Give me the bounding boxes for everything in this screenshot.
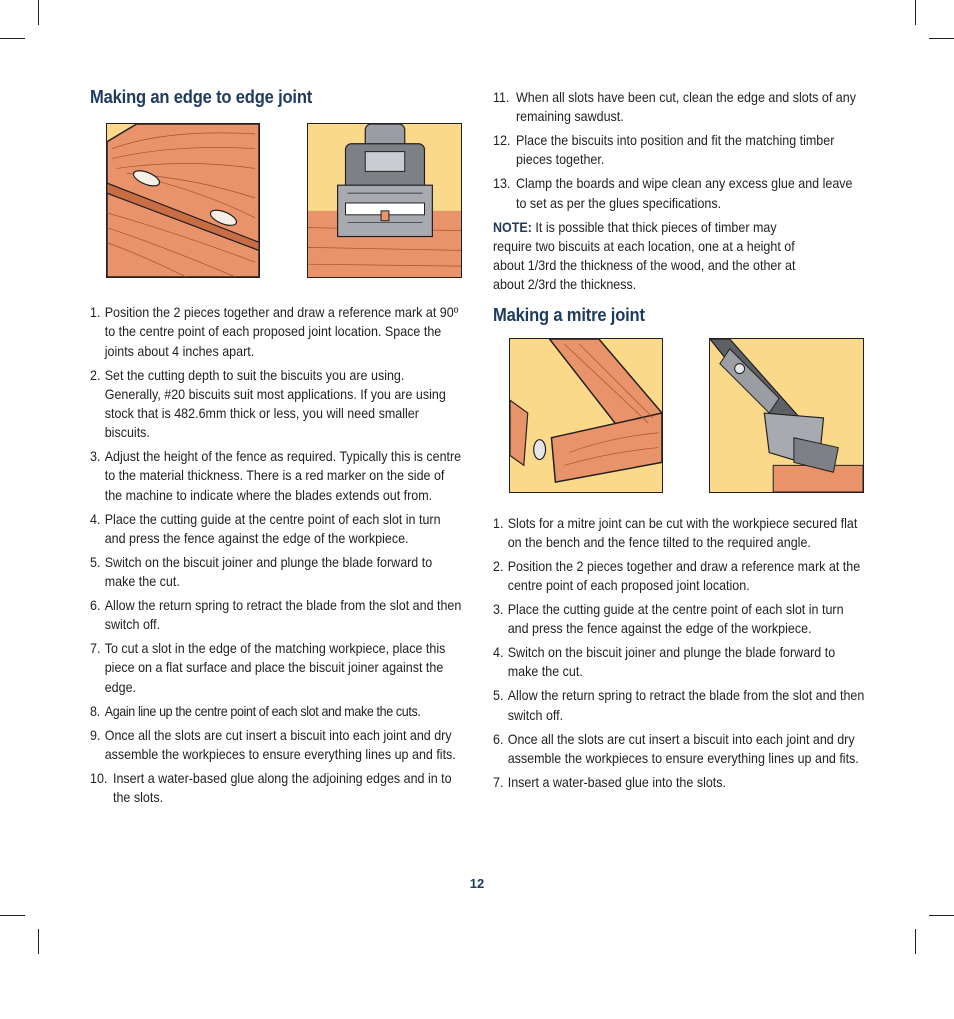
edge-joint-steps bbox=[90, 303, 462, 807]
crop-mark bbox=[0, 915, 25, 916]
crop-mark bbox=[915, 929, 916, 954]
list-item: 6. Once all the slots are cut insert a biscuit into each joint and dry assemble the workpieces to ensure everything lines up and fits. bbox=[493, 731, 859, 766]
crop-mark bbox=[0, 38, 25, 39]
section-heading-mitre-joint: Making a mitre joint bbox=[493, 305, 645, 326]
mitre-boards-illustration bbox=[509, 338, 663, 493]
list-item: 11. When all slots have been cut, clean the edge and slots of any remaining sawdust. bbox=[493, 90, 856, 125]
crop-mark bbox=[38, 0, 39, 25]
crop-mark bbox=[915, 0, 916, 25]
mitre-joint-steps bbox=[493, 514, 865, 792]
list-item: 13. Clamp the boards and wipe clean any excess glue and leave to set as per the glues specifications. bbox=[493, 176, 853, 211]
biscuit-joiner-tilted-illustration bbox=[709, 338, 864, 493]
note-text: It is possible that thick pieces of timber may require two biscuits at each location, one at a height of about 1/3rd the thickness of the wood, and the other at about 2/3rd the thickness. bbox=[493, 219, 796, 293]
list-item: 7. Insert a water-based glue into the slots. bbox=[493, 774, 727, 790]
list-item: 12. Place the biscuits into position and fit the matching timber pieces together. bbox=[493, 133, 835, 168]
section-heading-edge-joint: Making an edge to edge joint bbox=[90, 87, 313, 107]
list-item: 6. Allow the return spring to retract the blade from the slot and then switch off. bbox=[90, 598, 462, 633]
list-item: 8. Again line up the centre point of each slot and make the cuts. bbox=[90, 703, 421, 719]
note-paragraph bbox=[493, 218, 815, 295]
edge-joint-boards-illustration bbox=[106, 123, 260, 278]
page-number: 12 bbox=[469, 876, 485, 891]
list-item: 2. Set the cutting depth to suit the biscuits you are using. Generally, #20 biscuits suit most applications. If you are using stock that is 482.6mm thick or less, you will need smaller biscuits. bbox=[90, 367, 446, 441]
list-item: 5. Switch on the biscuit joiner and plunge the blade forward to make the cut. bbox=[90, 554, 433, 590]
list-item: 5. Allow the return spring to retract the blade from the slot and then switch off. bbox=[493, 688, 865, 723]
list-item: 9. Once all the slots are cut insert a biscuit into each joint and dry assemble the workpieces to ensure everything lines up and fits. bbox=[90, 727, 456, 762]
note-label: NOTE: bbox=[493, 219, 532, 235]
list-item: 10. Insert a water-based glue along the adjoining edges and in to the slots. bbox=[90, 770, 452, 806]
list-item: 4. Place the cutting guide at the centre point of each slot in turn and press the fence against the edge of the workpiece. bbox=[90, 511, 441, 546]
biscuit-joiner-front-illustration bbox=[307, 123, 462, 278]
list-item: 3. Place the cutting guide at the centre point of each slot in turn and press the fence against the edge of the workpiece. bbox=[493, 602, 844, 637]
list-item: 2. Position the 2 pieces together and draw a reference mark at the centre point of each proposed joint location. bbox=[493, 558, 861, 594]
list-item: 1. Slots for a mitre joint can be cut with the workpiece secured flat on the bench and the fence tilted to the required angle. bbox=[493, 515, 858, 550]
crop-mark bbox=[929, 915, 954, 916]
list-item: 3. Adjust the height of the fence as required. Typically this is centre to the material thickness. There is a red marker on the side of the machine to indicate where the blades extends out from. bbox=[90, 449, 462, 503]
list-item: 1. Position the 2 pieces together and draw a reference mark at 90º to the centre point of each proposed joint location. Space the joints about 4 inches apart. bbox=[90, 305, 459, 359]
list-item: 4. Switch on the biscuit joiner and plunge the blade forward to make the cut. bbox=[493, 645, 836, 680]
list-item: 7. To cut a slot in the edge of the matching workpiece, place this piece on a flat surface and place the biscuit joiner against the edge. bbox=[90, 641, 446, 695]
edge-joint-steps-continued bbox=[493, 88, 865, 213]
crop-mark bbox=[38, 929, 39, 954]
crop-mark bbox=[929, 38, 954, 39]
